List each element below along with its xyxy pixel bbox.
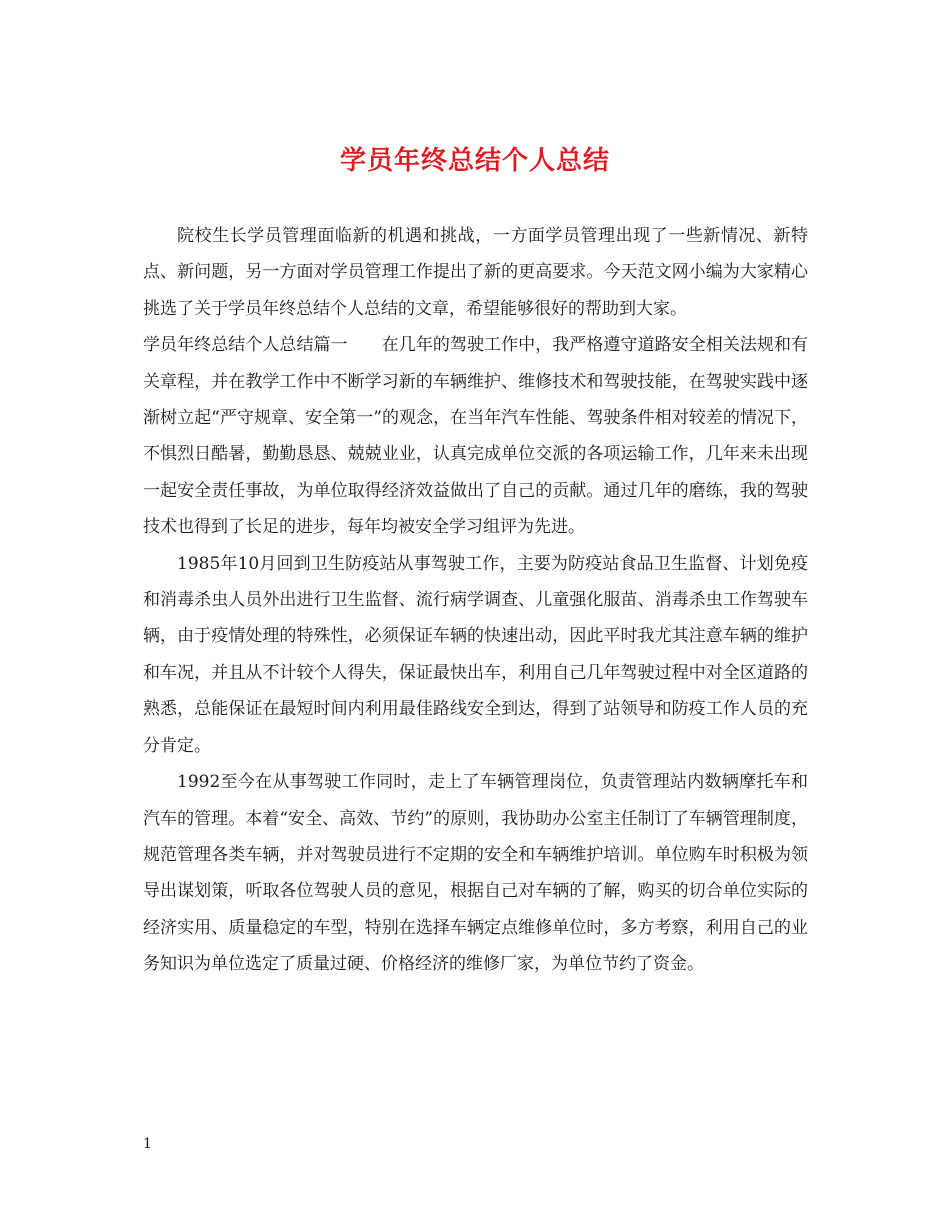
page-number: 1 xyxy=(143,1136,152,1152)
document-title: 学员年终总结个人总结 xyxy=(339,146,610,176)
document-body xyxy=(143,218,808,983)
paragraph-1992: 1992至今在从事驾驶工作同时，走上了车辆管理岗位，负责管理站内数辆摩托车和汽车的管理。本着“安全、高效、节约”的原则，我协助办公室主任制订了车辆管理制度，规范管理各类车辆，并对驾驶员进行不定期的安全和车辆维护培训。单位购车时积极为领导出谋划策，听取各位驾驶人员的意见，根据自己对车辆的了解，购买的切合单位实际的经济实用、质量稳定的车型，特别在选择车辆定点维修单位时，多方考察，利用自己的业务知识为单位选定了质量过硬、价格经济的维修厂家，为单位节约了资金。 xyxy=(143,772,808,975)
paragraph-intro: 院校生长学员管理面临新的机遇和挑战，一方面学员管理出现了一些新情况、新特点、新问题，另一方面对学员管理工作提出了新的更高要求。今天范文网小编为大家精心挑选了关于学员年终总结个人总结的文章，希望能够很好的帮助到大家。 xyxy=(143,226,808,319)
paragraph-1985: 1985年10月回到卫生防疫站从事驾驶工作，主要为防疫站食品卫生监督、计划免疫和消毒杀虫人员外出进行卫生监督、流行病学调查、儿童强化服苗、消毒杀虫工作驾驶车辆，由于疫情处理的特殊性，必须保证车辆的快速出动，因此平时我尤其注意车辆的维护和车况，并且从不计较个人得失，保证最快出车，利用自己几年驾驶过程中对全区道路的熟悉，总能保证在最短时间内利用最佳路线安全到达，得到了站领导和防疫工作人员的充分肯定。 xyxy=(143,553,808,756)
paragraph-section-one: 学员年终总结个人总结篇一 在几年的驾驶工作中，我严格遵守道路安全相关法规和有关章程，并在教学工作中不断学习新的车辆维护、维修技术和驾驶技能，在驾驶实践中逐渐树立起“严守规章、安全第一”的观念，在当年汽车性能、驾驶条件相对较差的情况下，不惧烈日酷暑，勤勤恳恳、兢兢业业，认真完成单位交派的各项运输工作，几年来未出现一起安全责任事故，为单位取得经济效益做出了自己的贡献。通过几年的磨练，我的驾驶技术也得到了长足的进步，每年均被安全学习组评为先进。 xyxy=(143,335,808,538)
